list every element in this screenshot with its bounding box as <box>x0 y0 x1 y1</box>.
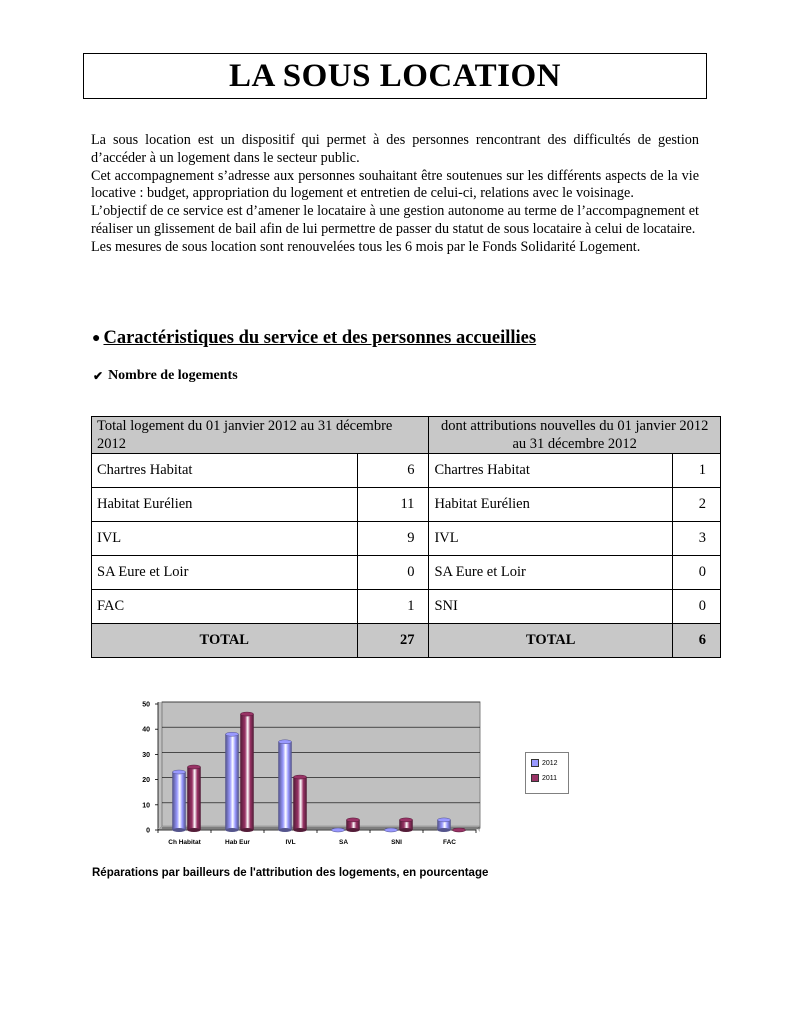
bar-top-2012 <box>226 732 239 736</box>
y-tick-label: 0 <box>146 827 150 835</box>
y-tick-label: 10 <box>142 802 150 810</box>
total-value-right: 6 <box>673 624 721 658</box>
right-name: IVL <box>429 522 673 556</box>
bar-top-2011 <box>241 712 254 716</box>
bar-base-2011 <box>347 828 360 832</box>
x-tick-label: Hab Eur <box>225 839 250 846</box>
header-left: Total logement du 01 janvier 2012 au 31 décembre 2012 <box>92 417 429 454</box>
bar-base-2012 <box>279 828 292 832</box>
bar-base-2012 <box>173 828 186 832</box>
bar-base-2011 <box>400 828 413 832</box>
bar-base-2012 <box>438 828 451 832</box>
left-name: SA Eure et Loir <box>92 556 358 590</box>
bar-base-2011 <box>241 828 254 832</box>
subheading-text: Nombre de logements <box>108 368 238 383</box>
bar-2012 <box>279 742 292 830</box>
table-header-row <box>92 417 721 454</box>
plot-area <box>162 702 480 828</box>
total-label-left: TOTAL <box>92 624 358 658</box>
intro-paragraph: L’objectif de ce service est d’amener le locataire à une gestion autonome au terme de l’accompagnement et réaliser un glissement de bail afin de lui permettre de passer du statut de sous locataire à celui de locataire. <box>91 203 699 237</box>
total-row <box>92 624 721 658</box>
right-value: 2 <box>673 488 721 522</box>
table-row <box>92 488 721 522</box>
bar-top-2012 <box>385 828 398 832</box>
table-row <box>92 454 721 488</box>
header-right: dont attributions nouvelles du 01 janvier 2012 au 31 décembre 2012 <box>429 417 721 454</box>
bar-top-2011 <box>294 775 307 779</box>
left-value: 1 <box>357 590 429 624</box>
checkmark-icon: ✔ <box>93 368 104 383</box>
bar-2012 <box>173 772 186 830</box>
y-tick-label: 40 <box>142 726 150 734</box>
right-name: SA Eure et Loir <box>429 556 673 590</box>
bar-2012 <box>226 734 239 830</box>
total-value-left: 27 <box>357 624 429 658</box>
left-value: 9 <box>357 522 429 556</box>
left-value: 6 <box>357 454 429 488</box>
legend-item <box>531 773 568 783</box>
section-heading <box>92 328 536 349</box>
bar-2011 <box>188 767 201 830</box>
intro-text <box>91 132 699 257</box>
legend-swatch <box>531 774 539 782</box>
bar-top-2012 <box>173 770 186 774</box>
left-name: FAC <box>92 590 358 624</box>
table-row <box>92 590 721 624</box>
subheading <box>93 368 238 384</box>
left-name: Habitat Eurélien <box>92 488 358 522</box>
right-value: 0 <box>673 556 721 590</box>
left-name: IVL <box>92 522 358 556</box>
table-row <box>92 522 721 556</box>
intro-paragraph: Les mesures de sous location sont renouvelées tous les 6 mois par le Fonds Solidarité Logement. <box>91 238 641 255</box>
right-value: 1 <box>673 454 721 488</box>
section-heading-text: Caractéristiques du service et des personnes accueillies <box>103 328 537 348</box>
chart-caption: Réparations par bailleurs de l'attribution des logements, en pourcentage <box>92 867 489 879</box>
bar-2011 <box>241 714 254 830</box>
bar-base-2011 <box>188 828 201 832</box>
table-row <box>92 556 721 590</box>
bar-top-2011 <box>453 828 466 832</box>
intro-paragraph: La sous location est un dispositif qui permet à des personnes rencontrant des difficultés de gestion d’accéder à un logement dans le secteur public. <box>91 132 699 166</box>
page-title: LA SOUS LOCATION <box>229 57 561 94</box>
bullet-icon: ● <box>92 330 101 346</box>
bar-top-2012 <box>279 740 292 744</box>
y-tick-label: 20 <box>142 777 150 785</box>
x-tick-label: IVL <box>285 839 296 846</box>
bar-top-2012 <box>332 828 345 832</box>
y-tick-label: 30 <box>142 751 150 759</box>
bar-base-2011 <box>294 828 307 832</box>
bar-top-2012 <box>438 818 451 822</box>
chart-legend <box>525 752 569 794</box>
y-tick-label: 50 <box>142 701 150 709</box>
title-box <box>83 53 707 99</box>
bar-base-2012 <box>226 828 239 832</box>
right-name: Habitat Eurélien <box>429 488 673 522</box>
bar-top-2011 <box>400 818 413 822</box>
bar-chart <box>120 692 500 857</box>
housing-table <box>91 416 721 658</box>
x-tick-label: FAC <box>443 839 456 846</box>
right-name: Chartres Habitat <box>429 454 673 488</box>
legend-label: 2011 <box>542 774 558 782</box>
intro-paragraph: Cet accompagnement s’adresse aux personnes souhaitant être soutenues sur les différents aspects de la vie locative : budget, appropriation du logement et entretien de celui-ci, relations avec le voisinage. <box>91 167 699 202</box>
legend-item <box>531 758 568 768</box>
x-tick-label: Ch Habitat <box>168 839 201 846</box>
x-tick-label: SA <box>338 839 349 846</box>
bar-top-2011 <box>347 818 360 822</box>
legend-swatch <box>531 759 539 767</box>
right-value: 0 <box>673 590 721 624</box>
left-name: Chartres Habitat <box>92 454 358 488</box>
x-tick-label: SNI <box>391 839 402 846</box>
right-value: 3 <box>673 522 721 556</box>
bar-2011 <box>294 777 307 830</box>
left-value: 0 <box>357 556 429 590</box>
legend-label: 2012 <box>542 759 558 767</box>
total-label-right: TOTAL <box>429 624 673 658</box>
left-value: 11 <box>357 488 429 522</box>
bar-top-2011 <box>188 765 201 769</box>
right-name: SNI <box>429 590 673 624</box>
